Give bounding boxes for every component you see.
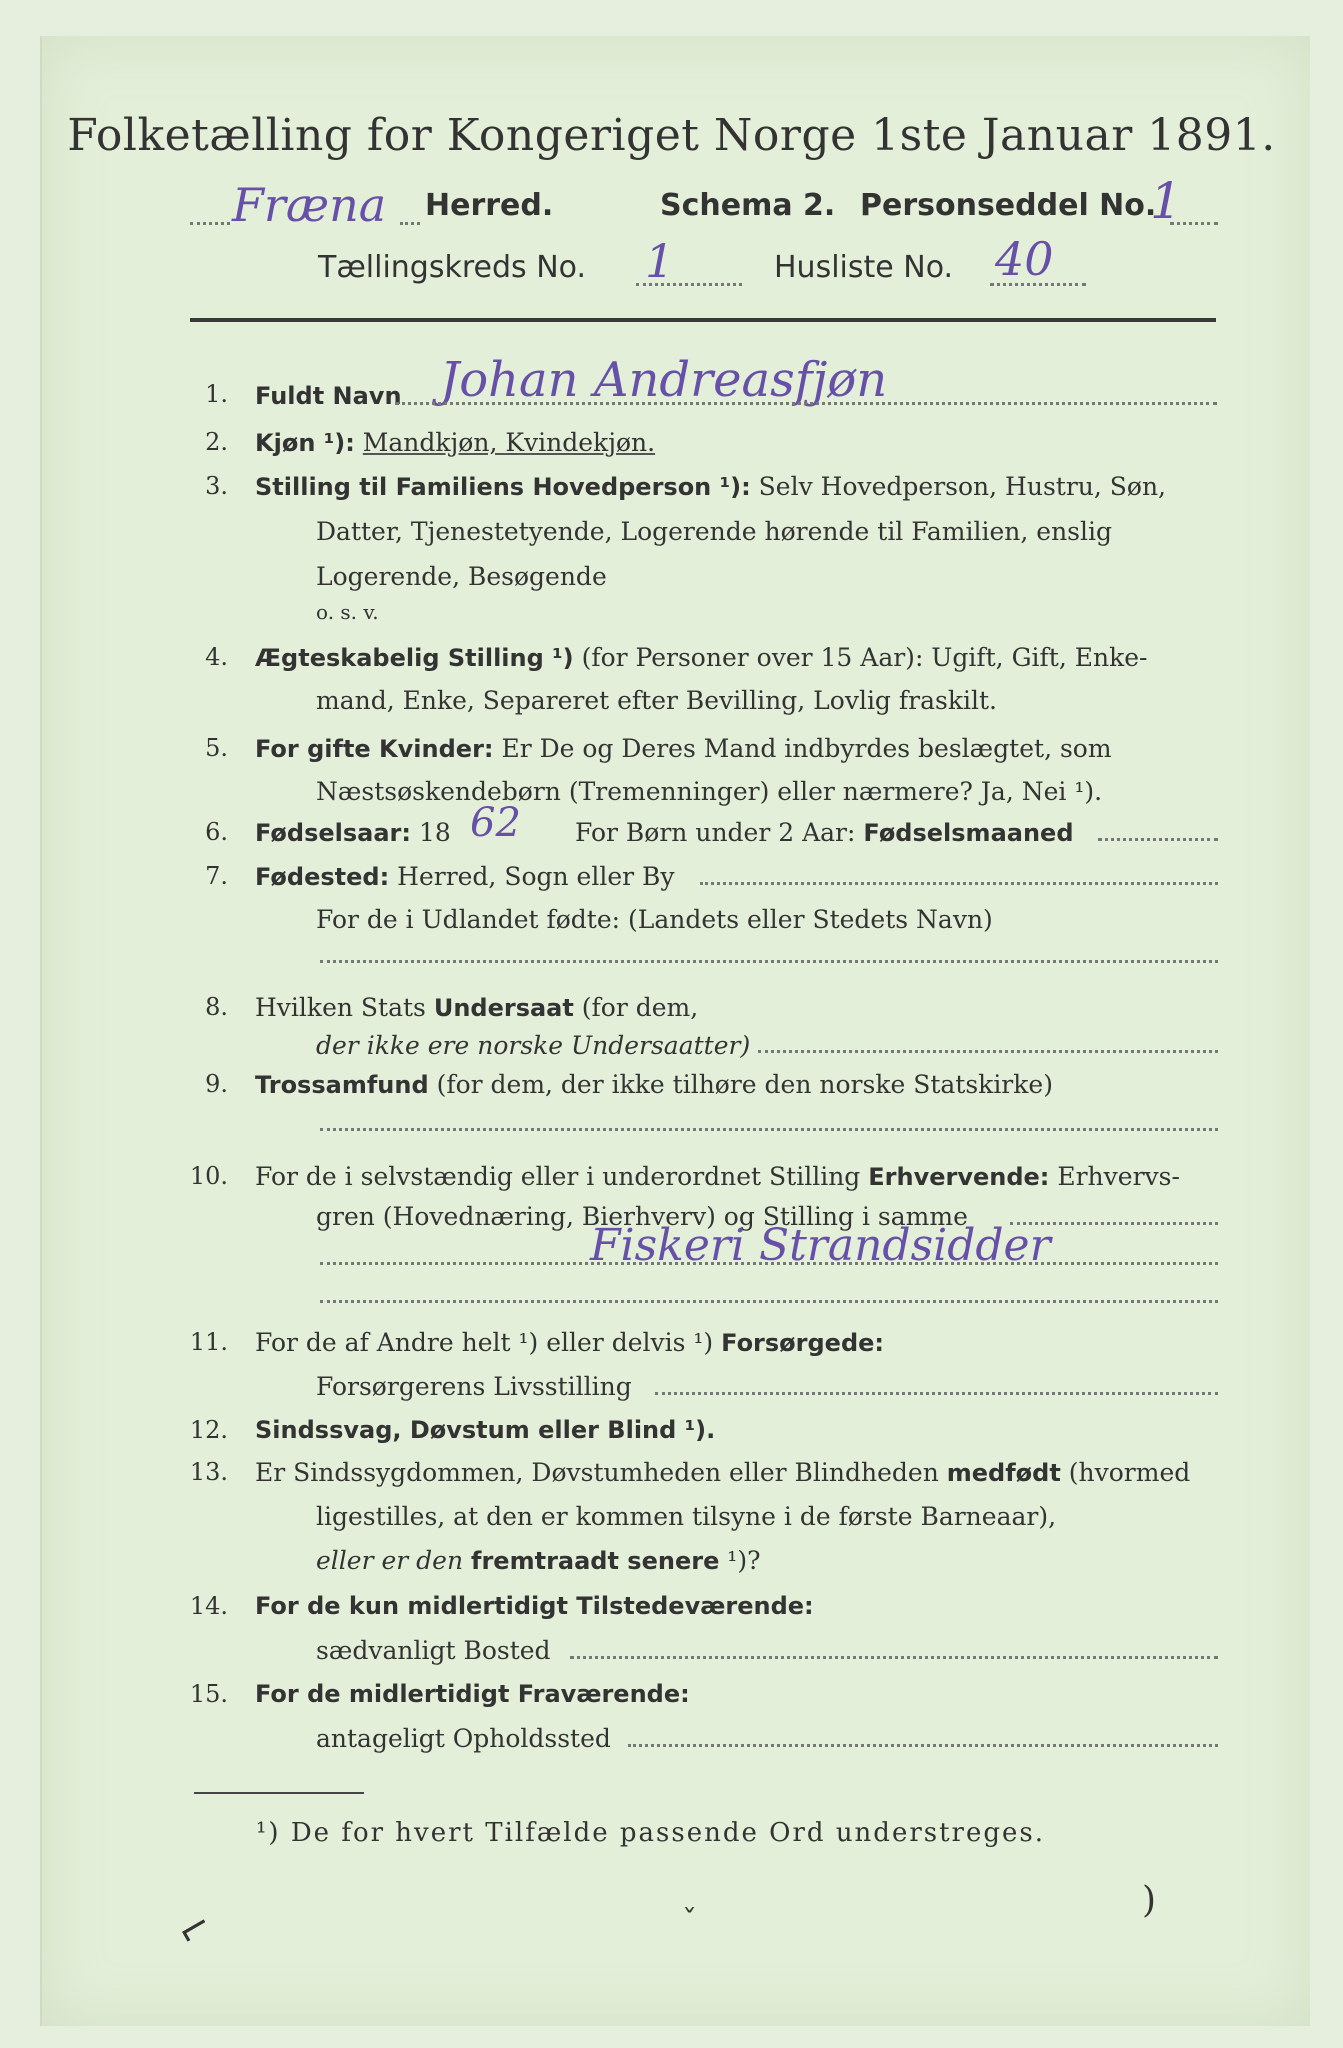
item-number: 3.	[205, 472, 228, 500]
dotted-line	[320, 1262, 1218, 1265]
field-options: Næstsøskendebørn (Tremenninger) eller nærmere? Ja, Nei ¹).	[316, 777, 1103, 806]
item-number: 7.	[205, 862, 228, 890]
field-options: o. s. v.	[316, 600, 379, 624]
field-options: mand, Enke, Separeret efter Bevilling, Lovlig fraskilt.	[316, 686, 997, 715]
field-text: antageligt Opholdssted	[316, 1724, 611, 1753]
dotted-line	[628, 1744, 1218, 1747]
field-text: der ikke ere norske Undersaatter)	[316, 1031, 751, 1060]
field-options: Selv Hovedperson, Hustru, Søn,	[758, 472, 1166, 501]
item-number: 14.	[189, 1592, 228, 1620]
dotted-line	[570, 1656, 1218, 1659]
birthyear-answer: 62	[470, 800, 521, 846]
field-label: Stilling til Familiens Hovedperson ¹):	[255, 473, 751, 501]
dotted-line	[758, 1050, 1218, 1053]
field-text: (for dem, der ikke tilhøre den norske Statskirke)	[436, 1070, 1053, 1099]
item-number: 4.	[205, 643, 228, 671]
field-options: Mandkjøn, Kvindekjøn.	[362, 428, 656, 457]
item-number: 9.	[205, 1070, 228, 1098]
field-text: (hvormed	[1068, 1458, 1191, 1487]
field-label: Undersaat	[433, 994, 574, 1022]
field-label: Kjøn ¹):	[255, 429, 355, 457]
dotted-line	[320, 1128, 1218, 1131]
field-label: Erhvervende:	[868, 1163, 1050, 1191]
field-text: For de af Andre helt ¹) eller delvis ¹)	[255, 1328, 714, 1357]
field-text: For de i Udlandet fødte: (Landets eller Stedets Navn)	[316, 905, 993, 934]
footnote: ¹) De for hvert Tilfælde passende Ord understreges.	[256, 1818, 1046, 1848]
name-answer: Johan Andreasfjøn	[440, 352, 888, 408]
field-label: Fødselsaar:	[255, 819, 411, 847]
schema-label: Schema 2.	[660, 188, 836, 223]
dotted-line	[320, 1300, 1218, 1303]
item-number: 10.	[189, 1162, 228, 1190]
dotted-line	[990, 283, 1086, 286]
field-label: Ægteskabelig Stilling ¹)	[255, 644, 574, 672]
margin-mark: ⌐	[168, 1900, 221, 1958]
personseddel-number: 1	[1150, 172, 1182, 230]
dotted-line	[395, 402, 1217, 405]
field-text: Erhvervs-	[1057, 1162, 1180, 1191]
herred-label: Herred.	[425, 188, 554, 223]
field-label: fremtraadt senere	[471, 1547, 720, 1575]
item-number: 8.	[205, 993, 228, 1021]
item-number: 1.	[205, 380, 228, 408]
margin-mark: ˇ	[682, 1904, 697, 1939]
dotted-line	[700, 882, 1218, 885]
field-text: eller er den	[316, 1546, 464, 1575]
field-text: Er Sindssygdommen, Døvstumheden eller Blindheden	[255, 1458, 939, 1487]
field-text: sædvanligt Bosted	[316, 1636, 551, 1665]
item-number: 11.	[189, 1328, 228, 1356]
dotted-line	[655, 1392, 1218, 1395]
item-number: 12.	[189, 1416, 228, 1444]
field-label: Trossamfund	[255, 1071, 429, 1099]
item-number: 6.	[205, 818, 228, 846]
field-label: For de kun midlertidigt Tilstedeværende:	[255, 1592, 814, 1620]
dotted-line	[1170, 222, 1218, 225]
item-number: 2.	[205, 428, 228, 456]
dotted-line	[1098, 838, 1218, 841]
item-number: 13.	[189, 1458, 228, 1486]
margin-mark: )	[1142, 1880, 1157, 1921]
field-label: Sindssvag, Døvstum eller Blind ¹).	[255, 1416, 716, 1444]
field-label: medfødt	[946, 1459, 1061, 1487]
field-text: For de i selvstændig eller i underordnet Stilling	[255, 1162, 861, 1191]
item-number: 5.	[205, 734, 228, 762]
field-label: Forsørgede:	[721, 1329, 885, 1357]
field-text: (for dem,	[581, 993, 699, 1022]
field-text: ligestilles, at den er kommen tilsyne i de første Barneaar),	[316, 1502, 1057, 1531]
herred-handwritten: Fræna	[232, 178, 387, 232]
field-options: Datter, Tjenestetyende, Logerende hørende til Familien, enslig	[316, 517, 1113, 546]
field-label: For gifte Kvinder:	[255, 735, 494, 763]
field-options: Logerende, Besøgende	[316, 562, 607, 591]
personseddel-label: Personseddel No.	[860, 188, 1157, 223]
field-options: Er De og Deres Mand indbyrdes beslægtet, som	[501, 734, 1112, 763]
dotted-line	[190, 222, 230, 225]
item-number: 15.	[189, 1680, 228, 1708]
field-text: ¹)?	[727, 1546, 761, 1575]
field-text: Hvilken Stats	[255, 993, 426, 1022]
husliste-label: Husliste No.	[774, 250, 954, 285]
field-label: For de midlertidigt Fraværende:	[255, 1680, 690, 1708]
field-label: Fuldt Navn	[255, 382, 402, 410]
kreds-number: 1	[645, 234, 675, 288]
field-label: Fødselsmaaned	[863, 819, 1074, 847]
kreds-label: Tællingskreds No.	[318, 250, 586, 285]
field-label: Fødested:	[255, 863, 390, 891]
field-text: gren (Hovednæring, Bierhverv) og Stilling i samme	[316, 1202, 968, 1231]
year-prefix: 18	[418, 818, 451, 847]
dotted-line	[400, 222, 420, 225]
field-options: Herred, Sogn eller By	[397, 862, 675, 891]
dotted-line	[636, 283, 742, 286]
field-text: Forsørgerens Livsstilling	[316, 1372, 632, 1401]
form-title: Folketælling for Kongeriget Norge 1ste Januar 1891.	[67, 110, 1276, 161]
dotted-line	[320, 960, 1218, 963]
field-options: (for Personer over 15 Aar): Ugift, Gift, Enke-	[581, 643, 1148, 672]
husliste-number: 40	[995, 232, 1054, 286]
footnote-rule	[194, 1792, 364, 1794]
occupation-answer: Fiskeri Strandsidder	[590, 1220, 1051, 1271]
field-text: For Børn under 2 Aar:	[575, 818, 856, 847]
header-rule	[190, 318, 1216, 322]
